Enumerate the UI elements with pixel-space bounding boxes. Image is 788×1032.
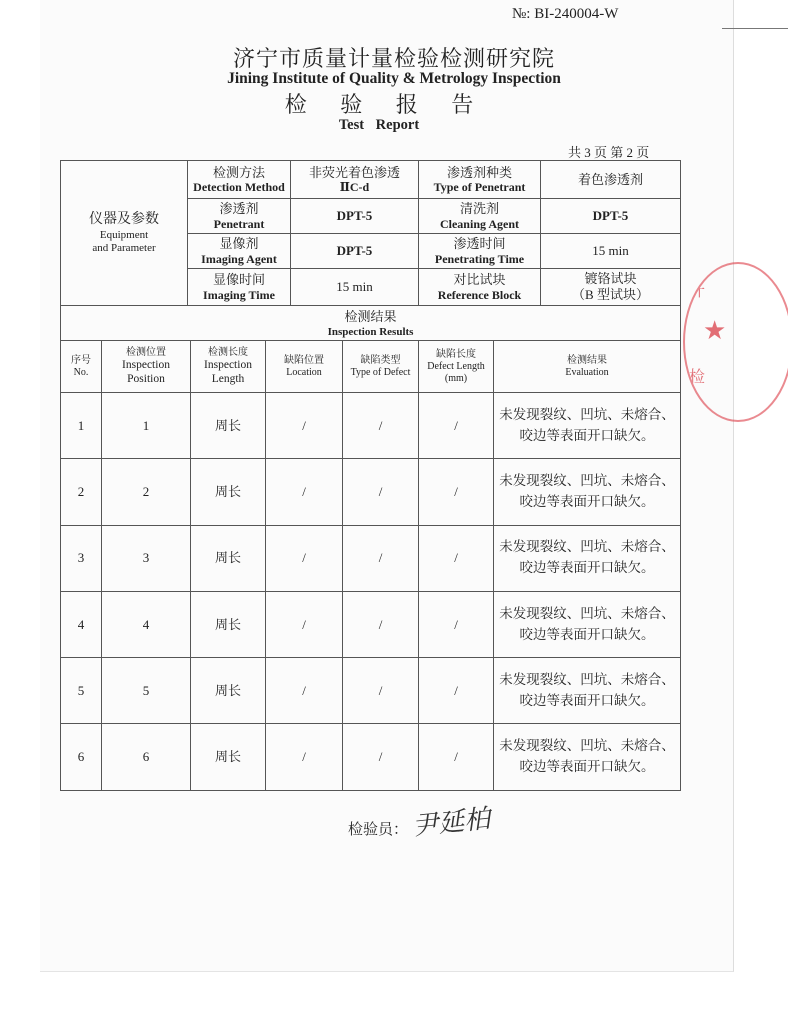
param-key	[188, 269, 291, 306]
key-en: Cleaning Agent	[439, 216, 519, 231]
institute-name-cn: 济宁市质量计量检验检测研究院	[232, 46, 555, 71]
header-en: Defect Length (mm)	[427, 360, 485, 384]
table-row	[61, 591, 681, 657]
cell-evaluation	[494, 658, 681, 724]
value: 镀铬试块	[584, 271, 637, 287]
cell-no: 4	[61, 591, 102, 657]
param-key	[419, 199, 541, 234]
header-en: Inspection Position	[122, 358, 170, 385]
param-value	[541, 199, 681, 234]
param-key	[419, 234, 541, 269]
evaluation-line: 咬边等表面开口缺欠。	[519, 560, 655, 576]
param-key	[419, 161, 541, 199]
table-row	[61, 459, 681, 525]
column-header	[419, 341, 494, 393]
evaluation-line: 咬边等表面开口缺欠。	[519, 626, 655, 642]
cell-position: 6	[102, 724, 191, 790]
cell-evaluation	[494, 393, 681, 459]
cell-position: 4	[102, 591, 191, 657]
cell-position: 3	[102, 525, 191, 591]
report-number: №: BI-240004-W	[512, 6, 619, 22]
key-en: Detection Method	[193, 180, 285, 195]
inspector-signature: 尹延柏	[410, 803, 492, 842]
cell-length: 周长	[191, 658, 266, 724]
cell-no: 5	[61, 658, 102, 724]
cell-length: 周长	[191, 724, 266, 790]
table-row	[61, 393, 681, 459]
evaluation-line: 咬边等表面开口缺欠。	[519, 493, 655, 509]
param-value	[541, 269, 681, 306]
key-cn: 检测方法	[212, 164, 265, 180]
evaluation-line: 咬边等表面开口缺欠。	[519, 427, 655, 443]
column-header	[102, 341, 191, 393]
column-header	[343, 341, 419, 393]
key-cn: 渗透剂种类	[446, 164, 512, 180]
cell-location: /	[266, 724, 343, 790]
cell-type: /	[343, 591, 419, 657]
header-cn: 序号	[71, 354, 91, 366]
value: 15 min	[336, 279, 373, 295]
key-en: Imaging Agent	[201, 251, 277, 266]
results-table	[60, 305, 681, 791]
column-header	[61, 341, 102, 393]
cell-type: /	[343, 459, 419, 525]
header-cn: 缺陷长度	[436, 348, 476, 360]
value: DPT-5	[336, 208, 373, 224]
value: （B 型试块）	[572, 287, 649, 302]
equipment-label	[61, 161, 188, 306]
evaluation-line: 未发现裂纹、凹坑、未熔合、	[499, 605, 675, 621]
param-key	[419, 269, 541, 306]
header-cn: 检测长度	[208, 346, 248, 358]
table-row	[61, 525, 681, 591]
label-en: and Parameter	[92, 241, 156, 254]
cell-location: /	[266, 591, 343, 657]
cell-location: /	[266, 525, 343, 591]
cell-length: 周长	[191, 459, 266, 525]
param-key	[188, 234, 291, 269]
key-cn: 对比试块	[453, 272, 506, 287]
key-cn: 渗透时间	[453, 236, 506, 251]
header-cn: 检测位置	[126, 346, 166, 358]
evaluation-line: 咬边等表面开口缺欠。	[519, 692, 655, 708]
report-title-en: Test Report	[338, 117, 420, 133]
official-stamp: 计 ★ 检	[683, 262, 788, 422]
value: DPT-5	[592, 208, 629, 224]
key-cn: 渗透剂	[219, 201, 259, 216]
evaluation-line: 未发现裂纹、凹坑、未熔合、	[499, 539, 675, 555]
cell-no: 1	[61, 393, 102, 459]
key-en: Type of Penetrant	[433, 180, 526, 195]
key-en: Penetrant	[213, 216, 265, 231]
cell-position: 2	[102, 459, 191, 525]
column-header	[494, 341, 681, 393]
param-value	[291, 269, 419, 306]
key-en: Reference Block	[437, 287, 522, 302]
divider	[722, 28, 788, 29]
header-en: Type of Defect	[350, 366, 411, 378]
cell-evaluation	[494, 724, 681, 790]
cell-type: /	[343, 525, 419, 591]
cell-defect_length: /	[419, 591, 494, 657]
header-en: Location	[286, 366, 322, 378]
cell-position: 1	[102, 393, 191, 459]
cell-evaluation	[494, 525, 681, 591]
table-row	[61, 724, 681, 790]
evaluation-line: 未发现裂纹、凹坑、未熔合、	[499, 671, 675, 687]
param-key	[188, 161, 291, 199]
evaluation-line: 未发现裂纹、凹坑、未熔合、	[499, 473, 675, 489]
cell-location: /	[266, 459, 343, 525]
cell-evaluation	[494, 591, 681, 657]
label-cn: 仪器及参数	[89, 211, 159, 227]
cell-defect_length: /	[419, 393, 494, 459]
key-cn: 清洗剂	[459, 201, 499, 216]
table-row	[61, 658, 681, 724]
cell-location: /	[266, 658, 343, 724]
evaluation-line: 未发现裂纹、凹坑、未熔合、	[499, 406, 675, 422]
cell-position: 5	[102, 658, 191, 724]
key-en: Penetrating Time	[434, 251, 525, 266]
cell-type: /	[343, 658, 419, 724]
institute-name-en: Jining Institute of Quality & Metrology Inspection	[227, 70, 561, 87]
cell-evaluation	[494, 459, 681, 525]
key-cn: 显像时间	[212, 272, 265, 287]
param-value	[291, 234, 419, 269]
evaluation-line: 未发现裂纹、凹坑、未熔合、	[499, 738, 675, 754]
page-info: 共 3 页 第 2 页	[568, 145, 650, 160]
cell-type: /	[343, 724, 419, 790]
cell-no: 3	[61, 525, 102, 591]
header-row	[61, 341, 681, 393]
key-cn: 显像剂	[219, 236, 259, 251]
value: 着色渗透剂	[577, 171, 643, 187]
cell-location: /	[266, 393, 343, 459]
evaluation-line: 咬边等表面开口缺欠。	[519, 759, 655, 775]
title-cn: 检测结果	[344, 308, 397, 324]
cell-length: 周长	[191, 393, 266, 459]
equipment-row	[61, 161, 681, 199]
cell-length: 周长	[191, 525, 266, 591]
cell-defect_length: /	[419, 658, 494, 724]
header-cn: 检测结果	[567, 354, 608, 366]
header-en: Inspection Length	[204, 358, 252, 385]
cell-no: 2	[61, 459, 102, 525]
cell-no: 6	[61, 724, 102, 790]
label-en: Equipment	[99, 228, 149, 241]
title-en: Inspection Results	[327, 326, 414, 338]
value: 非荧光着色渗透	[308, 164, 400, 180]
header-en: No.	[73, 366, 89, 378]
param-key	[188, 199, 291, 234]
param-value	[291, 199, 419, 234]
key-en: Imaging Time	[203, 287, 275, 302]
inspector-label: 检验员：	[348, 822, 409, 838]
header-cn: 缺陷位置	[284, 354, 324, 366]
cell-defect_length: /	[419, 525, 494, 591]
header-cn: 缺陷类型	[360, 354, 401, 366]
results-title	[61, 306, 681, 341]
value: DPT-5	[336, 243, 373, 259]
equipment-table	[60, 160, 681, 306]
cell-defect_length: /	[419, 724, 494, 790]
param-value	[291, 161, 419, 199]
value: ⅡC-d	[339, 180, 370, 195]
cell-type: /	[343, 393, 419, 459]
value: 15 min	[592, 243, 629, 259]
report-title-cn: 检 验 报 告	[284, 92, 488, 117]
param-value	[541, 161, 681, 199]
param-value	[541, 234, 681, 269]
header-en: Evaluation	[565, 366, 609, 378]
column-header	[266, 341, 343, 393]
cell-defect_length: /	[419, 459, 494, 525]
column-header	[191, 341, 266, 393]
cell-length: 周长	[191, 591, 266, 657]
